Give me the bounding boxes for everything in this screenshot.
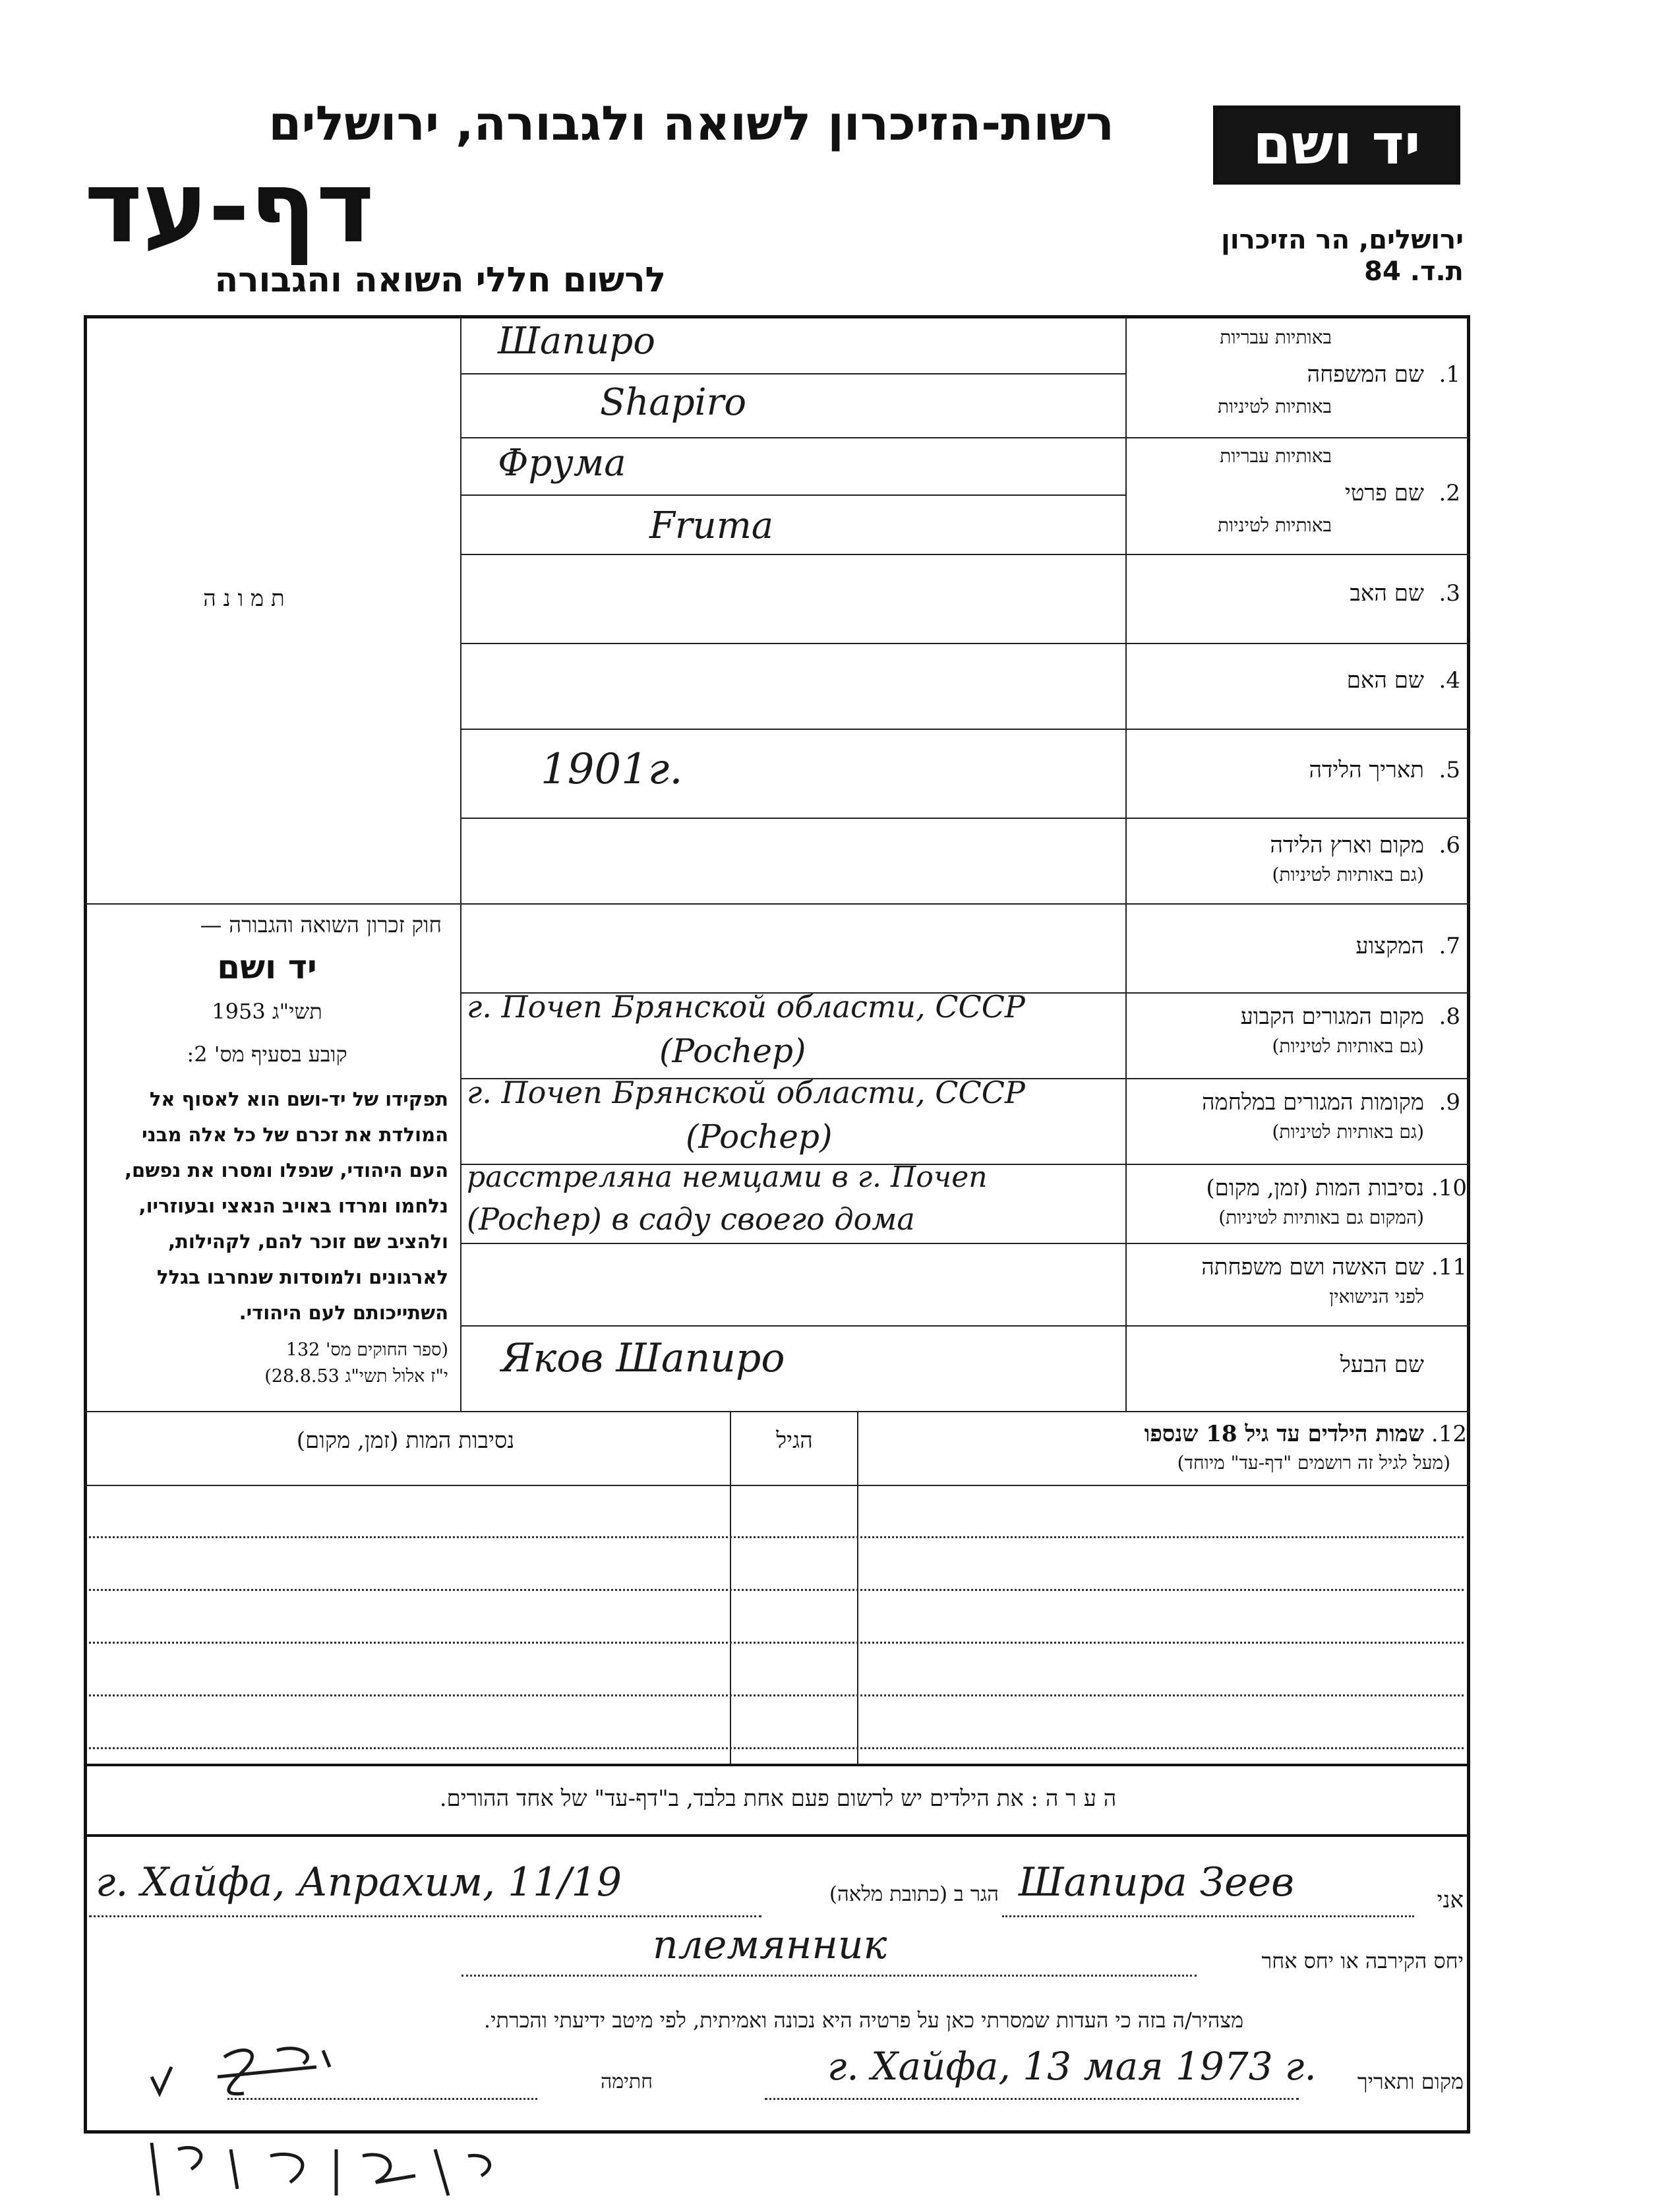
law-text <box>92 1081 448 1330</box>
children-row-line <box>89 1642 1464 1644</box>
f9-label: מקומות המגורים במלחמה <box>1202 1089 1424 1116</box>
f7-num: 7. <box>1439 933 1460 959</box>
children-col-age: הגיל <box>776 1427 813 1454</box>
declarant-address: г. Хайфа, Апрахим, 11/19 <box>96 1859 622 1905</box>
grid-line <box>460 729 1470 730</box>
f11-num: 11. <box>1431 1254 1467 1280</box>
law-source-line-1: (ספר החוקים מס' 132 <box>285 1340 448 1360</box>
husband-value: Яков Шапиро <box>501 1335 785 1381</box>
f8-label: מקום המגורים הקבוע <box>1240 1003 1424 1030</box>
f5-value: 1901г. <box>541 745 683 794</box>
place-date-label: מקום ותאריך <box>1357 2069 1464 2094</box>
children-row-line <box>89 1694 1464 1696</box>
signature-label: חתימה <box>601 2070 653 2093</box>
f1-latin-letters: באותיות לטיניות <box>1217 396 1332 417</box>
f5-label: תאריך הלידה <box>1309 757 1424 783</box>
f4-num: 4. <box>1439 667 1460 694</box>
grid-line <box>460 1325 1470 1327</box>
grid-line <box>460 643 1470 644</box>
grid-line <box>460 818 1470 819</box>
grid-line <box>460 1243 1470 1244</box>
f9-num: 9. <box>1439 1089 1460 1116</box>
f2-num: 2. <box>1439 480 1460 506</box>
f10-label: נסיבות המות (זמן, מקום) <box>1206 1175 1424 1201</box>
law-name: יד ושם <box>217 948 317 986</box>
children-title: שמות הילדים עד גיל 18 שנספו <box>1144 1421 1424 1447</box>
f10-value-line-1: расстреляна немцами в г. Почеп <box>467 1160 988 1194</box>
yad-vashem-logo: יד ושם <box>1213 105 1460 185</box>
f9-value-line-1: г. Почеп Брянской области, СССР <box>467 1075 1025 1110</box>
f8-note: (גם באותיות לטיניות) <box>1272 1035 1424 1057</box>
relation-line <box>461 1975 1197 1977</box>
declarant-name-line <box>1002 1915 1414 1917</box>
f8-value-line-2: (Pochep) <box>659 1032 806 1070</box>
address-line-2: ת.ד. 84 <box>1364 256 1464 287</box>
address-block <box>1174 224 1464 287</box>
f10-num: 10. <box>1431 1175 1467 1201</box>
grid-line <box>84 1411 1470 1412</box>
children-row-line <box>89 1589 1464 1591</box>
grid-line <box>460 554 1470 555</box>
grid-line <box>460 316 461 1411</box>
f2-label: שם פרטי <box>1344 480 1424 506</box>
law-text-line: העם היהודי, שנפלו ומסרו את נפשם, <box>125 1159 448 1181</box>
f7-label: המקצוע <box>1355 933 1424 959</box>
grid-line <box>460 437 1470 438</box>
f10-note: (המקום גם באותיות לטיניות) <box>1218 1207 1424 1228</box>
f1-value-native: Шапиро <box>498 320 655 363</box>
grid-line <box>1125 316 1127 1411</box>
f2-latin-letters: באותיות לטיניות <box>1217 514 1332 536</box>
f11-note: לפני הנישואין <box>1329 1286 1424 1307</box>
f1-label: שם המשפחה <box>1307 361 1424 388</box>
grid-line <box>730 1411 731 1764</box>
f2-hebrew-letters: באותיות עבריות <box>1220 445 1332 467</box>
husband-label: שם הבעל <box>1340 1352 1424 1378</box>
f6-label: מקום וארץ הלידה <box>1270 832 1424 858</box>
grid-line <box>857 1411 858 1764</box>
grid-line <box>84 1764 1470 1766</box>
declarant-name: Шапира Зеев <box>1019 1859 1295 1905</box>
law-source <box>92 1337 448 1390</box>
grid-line <box>84 1834 1470 1837</box>
law-source-line-2: י"ז אלול תשי"ג 28.8.53) <box>264 1366 448 1387</box>
signature-scribble <box>145 2031 396 2110</box>
f10-value-line-2: (Pochep) в саду своего дома <box>467 1201 915 1237</box>
children-num: 12. <box>1431 1421 1467 1447</box>
relation-value: племянник <box>653 1922 887 1968</box>
grid-line <box>460 373 1125 374</box>
children-note: (מעל לגיל זה רושמים "דף-עד" מיוחד) <box>1177 1452 1450 1474</box>
f3-label: שם האב <box>1350 580 1424 607</box>
handwritten-mark-bottom <box>138 2136 508 2209</box>
f6-note: (גם באותיות לטיניות) <box>1272 864 1424 885</box>
f2-value-native: Фрума <box>498 442 626 485</box>
f8-value-line-1: г. Почеп Брянской области, СССР <box>467 989 1025 1025</box>
law-clause: קובע בסעיף מס' 2: <box>187 1042 347 1067</box>
form-title: דף-עד <box>84 150 374 265</box>
f1-num: 1. <box>1439 361 1460 388</box>
law-year: תשי"ג 1953 <box>212 999 322 1024</box>
law-heading: חוק זכרון השואה והגבורה — <box>200 912 442 938</box>
form-subtitle: לרשום חללי השואה והגבורה <box>214 260 666 300</box>
f1-hebrew-letters: באותיות עבריות <box>1220 326 1332 348</box>
address-line-1: ירושלים, הר הזיכרון <box>1221 225 1464 255</box>
law-text-line: לארגונים ולמוסדות שנחרבו בגלל <box>156 1266 448 1288</box>
children-col-death: נסיבות המות (זמן, מקום) <box>296 1427 515 1454</box>
f8-num: 8. <box>1439 1003 1460 1030</box>
f1-value-latin: Shapiro <box>600 381 747 424</box>
f9-value-line-2: (Pochep) <box>686 1118 833 1156</box>
f9-note: (גם באותיות לטיניות) <box>1272 1121 1424 1143</box>
photo-label: ת מ ו נ ה <box>203 585 285 612</box>
grid-line <box>460 494 1125 496</box>
f4-label: שם האם <box>1346 667 1424 694</box>
law-text-line: ולהציב שם זוכר להם, לקהילות, <box>168 1230 448 1253</box>
declarant-resident-label: הגר ב (כתובת מלאה) <box>829 1882 999 1906</box>
children-row-line <box>89 1536 1464 1538</box>
f2-value-latin: Fruma <box>649 504 774 547</box>
law-text-line: המולדת את זכרם של כל אלה מבני <box>142 1123 448 1146</box>
children-row-line <box>89 1747 1464 1749</box>
place-date-value: г. Хайфа, 13 мая 1973 г. <box>827 2044 1317 2089</box>
remark: ה ע ר ה : את הילדים יש לרשום פעם אחת בלבד, ב"דף-עד" של אחד ההורים. <box>439 1785 1117 1812</box>
declarant-address-line <box>89 1915 761 1917</box>
f3-num: 3. <box>1439 580 1460 607</box>
organization-title: רשות-הזיכרון לשואה ולגבורה, ירושלים <box>268 96 1114 151</box>
f6-num: 6. <box>1439 832 1460 858</box>
grid-line <box>84 1485 1470 1486</box>
law-text-line: נלחמו ומרדו באויב הנאצי ובעוזריו, <box>138 1195 448 1217</box>
declaration-text: מצהיר/ה בזה כי העדות שמסרתי כאן על פרטיה היא נכונה ואמיתית, לפי מיטב ידיעתי והכרתי. <box>483 2008 1244 2033</box>
place-date-line <box>765 2098 1299 2100</box>
relation-label: יחס הקירבה או יחס אחר <box>1261 1948 1464 1973</box>
grid-line <box>84 903 1470 905</box>
f11-label: שם האשה ושם משפחתה <box>1201 1254 1424 1280</box>
law-text-line: השתייכותם לעם היהודי. <box>239 1301 448 1324</box>
law-text-line: תפקידו של יד-ושם הוא לאסוף אל <box>149 1088 448 1110</box>
declarant-i-label: אני <box>1437 1887 1464 1913</box>
f5-num: 5. <box>1439 757 1460 783</box>
